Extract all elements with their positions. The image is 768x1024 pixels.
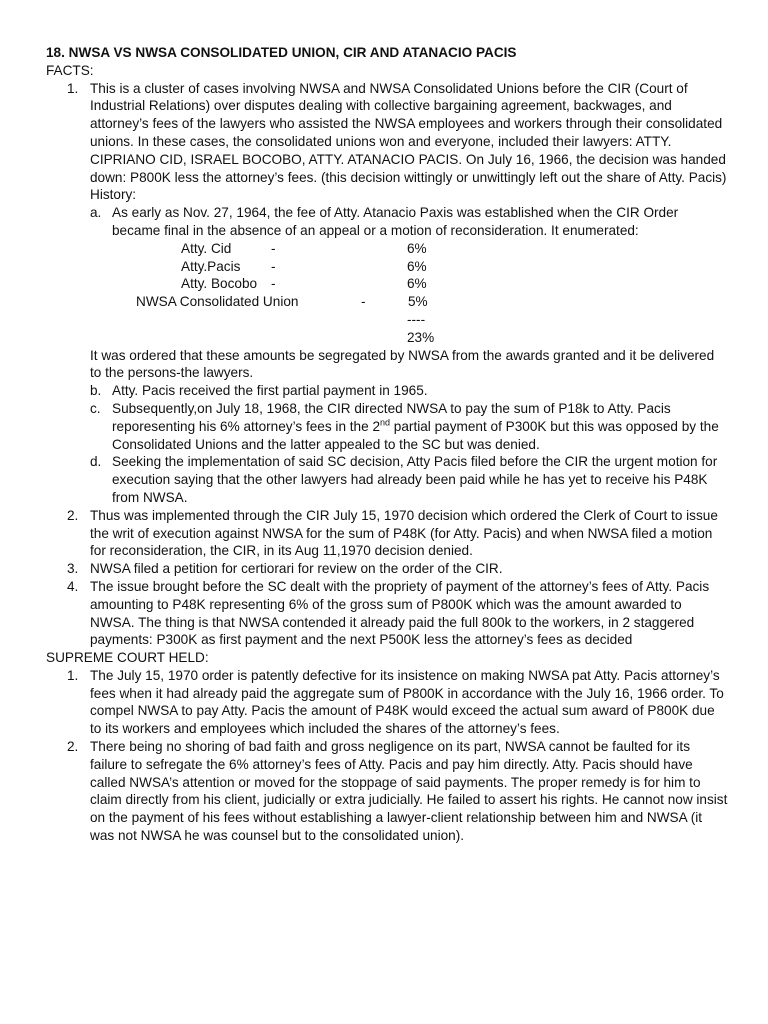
case-title: 18. NWSA VS NWSA CONSOLIDATED UNION, CIR AND ATANACIO PACIS [46,45,517,60]
list-number: 3. [67,561,79,577]
history-item-a [46,204,728,240]
facts-item-1 [46,80,728,187]
fee-row [46,240,728,258]
list-letter: a. [90,205,102,221]
facts-label: FACTS: [46,62,94,78]
fee-row [46,258,728,276]
fee-rule: ---- [407,311,426,327]
fee-name: Atty. Cid [181,240,232,256]
history-item-b [46,382,728,400]
list-number: 1. [67,80,79,96]
fee-table [46,240,728,347]
list-letter: b. [90,383,102,399]
fee-percent: 6% [407,258,427,274]
history-item-c-text: Subsequently,on July 18, 1968, the CIR directed NWSA to pay the sum of P18k to Atty. Pacis reporesenting his 6% attorney’s fees in the 2nd partial payment of P300K but this was opposed by the Consolidated Unions and the latter appealed to the SC but was denied. [112,400,719,452]
facts-item-4 [46,578,728,649]
list-number: 4. [67,578,79,594]
facts-item-2-text: Thus was implemented through the CIR July 15, 1970 decision which ordered the Clerk of Court to issue the writ of execution against NWSA for the sum of P48K (for Atty. Pacis) and when NWSA filed a motion for reconsideration, the CIR, in its Aug 11,1970 decision denied. [90,507,718,559]
fee-rule-row [46,311,728,329]
list-letter: c. [90,400,101,416]
list-number: 1. [67,667,79,683]
fee-row [46,293,728,311]
segregation-paragraph: It was ordered that these amounts be segregated by NWSA from the awards granted and it be delivered to the persons-the lawyers. [90,347,715,381]
fee-row [46,275,728,293]
history-item-b-text: Atty. Pacis received the first partial payment in 1965. [112,383,428,399]
history-item-d-text: Seeking the implementation of said SC decision, Atty Pacis filed before the CIR the urgent motion for execution saying that the other lawyers had already been paid while he has yet to receive his P48K from NWSA. [112,454,718,505]
history-item-a-text: As early as Nov. 27, 1964, the fee of Atty. Atanacio Paxis was established when the CIR Order became final in the absence of an appeal or a motion of reconsideration. It enumerated: [112,205,679,238]
fee-dash: - [271,240,276,256]
fee-dash: - [271,276,276,292]
held-item-2-text: There being no shoring of bad faith and gross negligence on its part, NWSA cannot be faulted for its failure to sefregate the 6% attorney’s fees of Atty. Pacis and pay him directly. Atty. Pacis should have called NWSA’s attention or moved for the stoppage of said payments. The proper remedy is for him to claim directly from his client, judicially or extra judicially. He failed to assert his rights. He cannot now insist on the payment of his fees without establishing a lawyer-client relationship between him and NWSA (it was not NWSA he was counsel but to the consolidated union). [90,739,728,844]
fee-percent: 6% [407,240,427,256]
held-item-2 [46,738,728,845]
fee-percent: 6% [407,276,427,292]
fee-dash: - [271,258,276,274]
held-item-1 [46,667,728,738]
facts-item-3-text: NWSA filed a petition for certiorari for review on the order of the CIR. [90,561,503,577]
fee-name: Atty. Bocobo [181,276,258,292]
history-label: History: [90,187,137,203]
held-item-1-text: The July 15, 1970 order is patently defective for its insistence on making NWSA pat Atty. Pacis attorney’s fees when it had already paid the aggregate sum of P800K in accordance with the July 16, 1966 order. To compel NWSA to pay Atty. Pacis the amount of P48K would exceed the actual sum award of P800K due to its workers and employees which included the shares of the attorney’s fees. [90,667,724,737]
history-item-d [46,453,728,506]
fee-name: Atty.Pacis [181,258,241,274]
fee-dash: - [361,294,366,310]
list-number: 2. [67,739,79,755]
facts-item-1-text: This is a cluster of cases involving NWSA and NWSA Consolidated Unions before the CIR (Court of Industrial Relations) over disputes dealing with collective bargaining agreement, backwages, and attorney’s fees of the lawyers who assisted the NWSA employees and workers through their consolidated unions. In these cases, the consolidated unions won and everyone, included their lawyers: ATTY. CIPRIANO CID, ISRAEL BOCOBO, ATTY. ATANACIO PACIS. On July 16, 1966, the decision was handed down: P800K less the attorney’s fees. (this decision wittingly or unwittingly left out the share of Atty. Pacis) [90,80,727,185]
fee-total: 23% [407,329,435,345]
fee-name: NWSA Consolidated Union [136,294,299,310]
facts-item-3 [46,560,728,578]
fee-percent: 5% [408,294,428,310]
history-item-c [46,400,728,453]
ordinal-superscript: nd [380,417,391,428]
facts-item-4-text: The issue brought before the SC dealt with the propriety of payment of the attorney’s fees of Atty. Pacis amounting to P48K representing 6% of the gross sum of P800K which was the amount awarded to NWSA. The thing is that NWSA contended it already paid the full 800k to the workers, in 2 staggered payments: P300K as first payment and the next P500K less the attorney’s fees as decided [90,578,710,648]
list-number: 2. [67,507,79,523]
list-letter: d. [90,454,102,470]
held-label: SUPREME COURT HELD: [46,650,209,666]
fee-total-row [46,329,728,347]
facts-item-2 [46,507,728,560]
